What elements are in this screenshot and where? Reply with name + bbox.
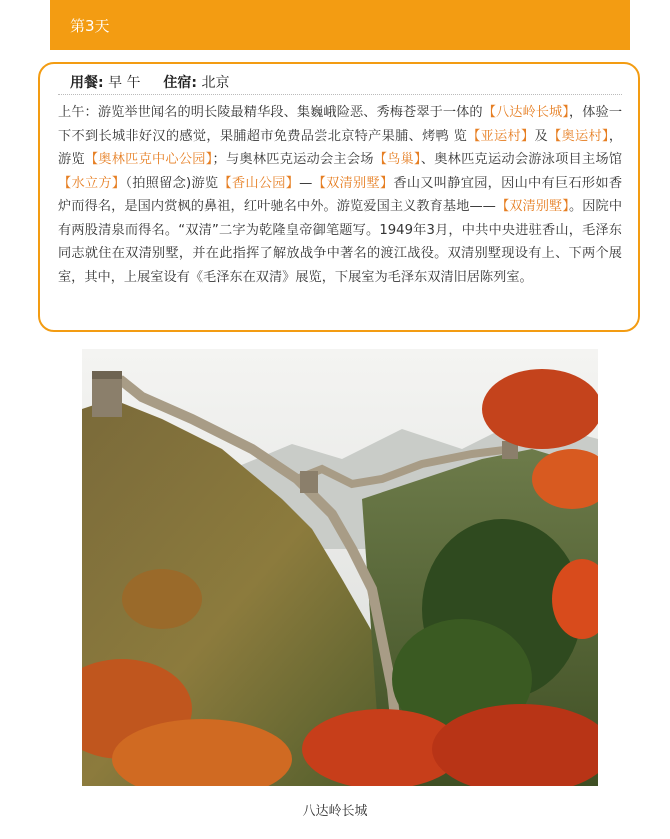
day-header [50, 0, 630, 50]
lodging-label: 住宿: [163, 75, 198, 91]
itinerary-description [58, 101, 622, 289]
description-text: ，游览 [58, 128, 623, 167]
meals-value: 早 午 [108, 75, 141, 91]
highlighted-place: 【奥运村】 [548, 128, 609, 144]
great-wall-photo [82, 349, 598, 786]
itinerary-card [38, 62, 640, 332]
description-text: 及 [534, 128, 548, 144]
great-wall-image [82, 349, 598, 786]
description-text: 、奥林匹克运动会游泳项目主场馆 [420, 152, 623, 167]
highlighted-place: 【亚运村】 [467, 128, 535, 144]
description-text: 上午：游览举世闻名的明长陵最精华段、集巍峨险恶、秀梅苍翠于一体的 [58, 105, 483, 120]
meal-lodging-info [58, 72, 622, 95]
highlighted-place: 【鸟巢】 [373, 152, 421, 167]
highlighted-place: 【奥林匹克中心公园】 [84, 152, 213, 167]
description-text: ，体验一下不到长城非好汉的感觉，果脯超市免费品尝北京特产果脯、烤鸭 览 [58, 105, 623, 144]
photo-caption: 八达岭长城 [302, 804, 368, 819]
description-text: — [299, 175, 313, 191]
description-text: （拍照留念)游览 [125, 175, 219, 191]
description-text: 香山又叫静宜园，因山中有巨石形如香炉而得名，是国内赏枫的鼻祖，红叶驰名中外。游览爱国主义教育基地—— [58, 175, 623, 214]
description-text: 。因院中有两股清泉而得名。“双清”二字为乾隆皇帝御笔题写。1949年3月，中共中央进驻香山，毛泽东同志就住在双清别墅，并在此指挥了解放战争中著名的渡江战役。双清别墅现设有上、下两个展室，其中，上展室设有《毛泽东在双清》展览，下展室为毛泽东双清旧居陈列室。 [58, 199, 623, 285]
highlighted-place: 【八达岭长城】 [482, 105, 569, 120]
highlighted-place: 【双清别墅】 [495, 199, 569, 214]
day-title: 第3天 [70, 16, 110, 35]
highlighted-place: 【双清别墅】 [312, 175, 394, 191]
highlighted-place: 【香山公园】 [218, 175, 300, 191]
lodging-value: 北京 [201, 75, 230, 91]
meals-label: 用餐: [70, 75, 104, 91]
highlighted-place: 【水立方】 [58, 175, 126, 191]
description-text: ；与奥林匹克运动会主会场 [212, 152, 374, 167]
